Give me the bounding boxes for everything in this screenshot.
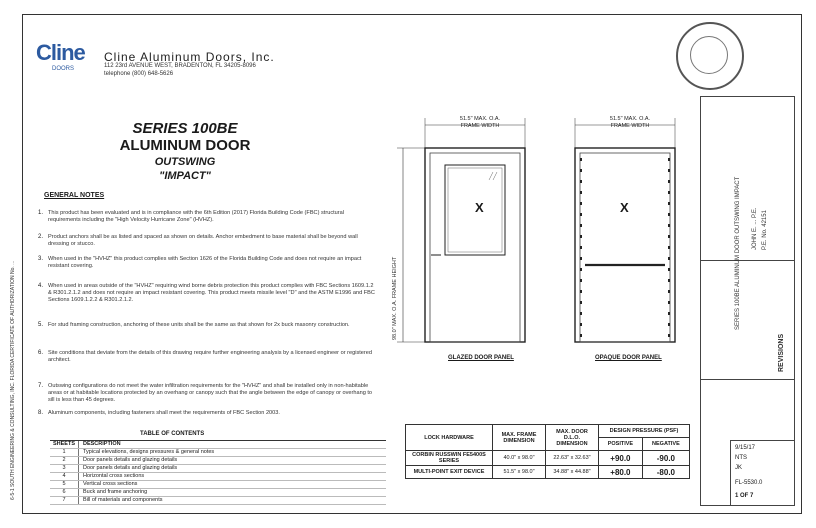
general-note-text: When used in the "HVHZ" this product complies with Section 1626 of the Florida Building Code and does not require an impact resistant covering. (48, 256, 362, 269)
hw-header-lock: LOCK HARDWARE (406, 425, 493, 451)
toc-description: Buck and frame anchoring (83, 489, 148, 495)
toc-row (50, 489, 386, 497)
door-type-impact: "IMPACT" (159, 170, 211, 182)
hw-header-design: DESIGN PRESSURE (PSF) (599, 425, 690, 438)
hw-dlo-dim: 34.88" x 44.88" (546, 466, 599, 479)
toc-table (50, 440, 386, 505)
toc-row (50, 457, 386, 465)
toc-description: Horizontal cross sections (83, 473, 145, 479)
toc-row (50, 465, 386, 473)
opaque-door-leaf (580, 153, 670, 342)
toc-row (50, 481, 386, 489)
general-note-number: 5. (38, 322, 44, 328)
drawn-by: JK (735, 465, 743, 471)
elevation-drawings (385, 110, 685, 370)
hw-row (406, 451, 690, 466)
engineer-name: JOHN E. ... P.E. (752, 207, 758, 250)
door-type: OUTSWING (154, 156, 216, 168)
general-note-number: 7. (38, 383, 44, 389)
glazed-width-dim: 51.5" MAX. O.A. (459, 116, 501, 122)
opaque-panel-mark: X (620, 200, 629, 215)
glazed-panel-label: GLAZED DOOR PANEL (448, 355, 514, 361)
hw-header-frame: MAX. FRAME DIMENSION (493, 425, 546, 451)
glazed-door-leaf (430, 153, 520, 342)
general-note-text: Site conditions that deviate from the details of this drawing require further engineering analysis by a licensed engineer or registered architect. (48, 350, 373, 363)
hw-dlo-dim: 22.63" x 32.63" (546, 451, 599, 466)
toc-header-description: DESCRIPTION (83, 441, 121, 447)
sheet-number: 1 OF 7 (735, 493, 754, 499)
general-note-text: Aluminum components, including fasteners shall meet the requirements of FBC Section 2003. (48, 410, 280, 416)
hw-header-positive: POSITIVE (599, 438, 643, 451)
general-note-text: For stud framing construction, anchoring of these units shall be the same as that shown for 2x buck masonry construction. (48, 322, 350, 328)
company-name: Cline Aluminum Doors, Inc. (104, 50, 275, 64)
scale: NTS (735, 455, 747, 461)
general-note-number: 4. (38, 283, 44, 289)
hw-header-negative: NEGATIVE (642, 438, 689, 451)
hw-frame-dim: 51.5" x 98.0" (493, 466, 546, 479)
company-logo: Cline (36, 40, 85, 65)
hw-frame-dim: 40.0" x 98.0" (493, 451, 546, 466)
toc-description: Typical elevations, designs pressures & general notes (83, 449, 215, 455)
opaque-width-dim: 51.5" MAX. O.A. (609, 116, 651, 122)
glazed-door-frame (425, 148, 525, 342)
opaque-panel-label: OPAQUE DOOR PANEL (595, 355, 662, 361)
design-pressure-table (405, 424, 690, 479)
date: 9/15/17 (735, 445, 756, 451)
toc-description: Vertical cross sections (83, 481, 138, 487)
hw-header-dlo: MAX. DOOR D.L.O. DIMENSION (546, 425, 599, 451)
general-note-number: 2. (38, 234, 44, 240)
series-title: SERIES 100BE (132, 120, 238, 137)
general-note-number: 8. (38, 410, 44, 416)
general-note-number: 3. (38, 256, 44, 262)
general-note-text: Product anchors shall be as listed and spaced as shown on details. Anchor embedment to base material shall be beyond wall dressing or stucco. (48, 234, 358, 247)
glazed-height-dim: 98.0" MAX. O.A. FRAME HEIGHT (392, 256, 398, 340)
engineer-seal-inner (690, 36, 728, 74)
toc-sheet: 3 (50, 465, 79, 472)
general-note-text: Outswing configurations do not meet the water infiltration requirements for the "HVHZ" and shall be installed only in non-habitable areas or at habitable locations protected by an overhang or canopy such that the angle between the edge of canopy or overhang to sill is less than 45 degrees. (48, 383, 373, 403)
toc-sheet: 6 (50, 489, 79, 496)
company-address: 112 23rd AVENUE WEST, BRADENTON, FL 34205-8096 (104, 63, 256, 69)
opaque-door-frame (575, 148, 675, 342)
hw-lock-name-2: MULTI-POINT EXIT DEVICE (406, 466, 493, 479)
revisions-label: REVISIONS (778, 333, 785, 372)
engineer-license: P.E. No. 42151 (762, 210, 768, 250)
toc-header-row (50, 441, 386, 449)
hw-row (406, 466, 690, 479)
general-note-text: This product has been evaluated and is in compliance with the 6th Edition (2017) Florida Building Code (FBC) structural requirements including the "High Velocity Hurricane Zone" (HVHZ). (48, 210, 345, 223)
toc-title: TABLE OF CONTENTS (140, 431, 205, 437)
toc-sheet: 1 (50, 449, 79, 456)
toc-description: Door panels details and glazing details (83, 465, 178, 471)
toc-row (50, 473, 386, 481)
general-notes-title: GENERAL NOTES (44, 192, 105, 199)
glazed-panel-mark: X (475, 200, 484, 215)
hw-negative: -90.0 (642, 451, 689, 466)
hw-negative: -80.0 (642, 466, 689, 479)
drawing-number: FL-5530.0 (735, 480, 763, 486)
hw-lock-name: CORBIN RUSSWIN FE5400S SERIES (406, 451, 493, 466)
toc-sheet: 5 (50, 481, 79, 488)
opaque-width-sub: FRAME WIDTH (610, 123, 650, 129)
company-logo-sub: DOORS (52, 66, 75, 72)
toc-description: Bill of materials and components (83, 497, 163, 503)
toc-row (50, 497, 386, 505)
general-note-text: When used in areas outside of the "HVHZ" requiring wind borne debris protection this product complies with FBC Sections 1609.1.2 & R301.2.1.2 and does not require an impact resistant covering. This product meets missile level "D" and the ASTM E1996 and FBC Sections 1609.1.2.2 & R301.2.1.2. (48, 283, 375, 303)
toc-header-sheets: SHEETS (50, 441, 79, 448)
toc-row (50, 449, 386, 457)
project-title-vertical: SERIES 100BE ALUMINUM DOOR OUTSWING IMPACT (735, 176, 741, 330)
product-title: ALUMINUM DOOR (119, 137, 251, 154)
glazed-width-sub: FRAME WIDTH (460, 123, 500, 129)
company-telephone: telephone (800) 648-5626 (104, 71, 174, 77)
hw-positive: +90.0 (599, 451, 643, 466)
toc-description: Door panels details and glazing details (83, 457, 178, 463)
general-note-number: 1. (38, 210, 44, 216)
toc-sheet: 2 (50, 457, 79, 464)
hw-positive: +80.0 (599, 466, 643, 479)
toc-sheet: 7 (50, 497, 79, 504)
toc-sheet: 4 (50, 473, 79, 480)
left-margin-note: 6-5-1 SOUTH ENGINEERING & CONSULTING, INC. FLORIDA CERTIFICATE OF AUTHORIZATION No. ... (10, 260, 16, 500)
general-note-number: 6. (38, 350, 44, 356)
